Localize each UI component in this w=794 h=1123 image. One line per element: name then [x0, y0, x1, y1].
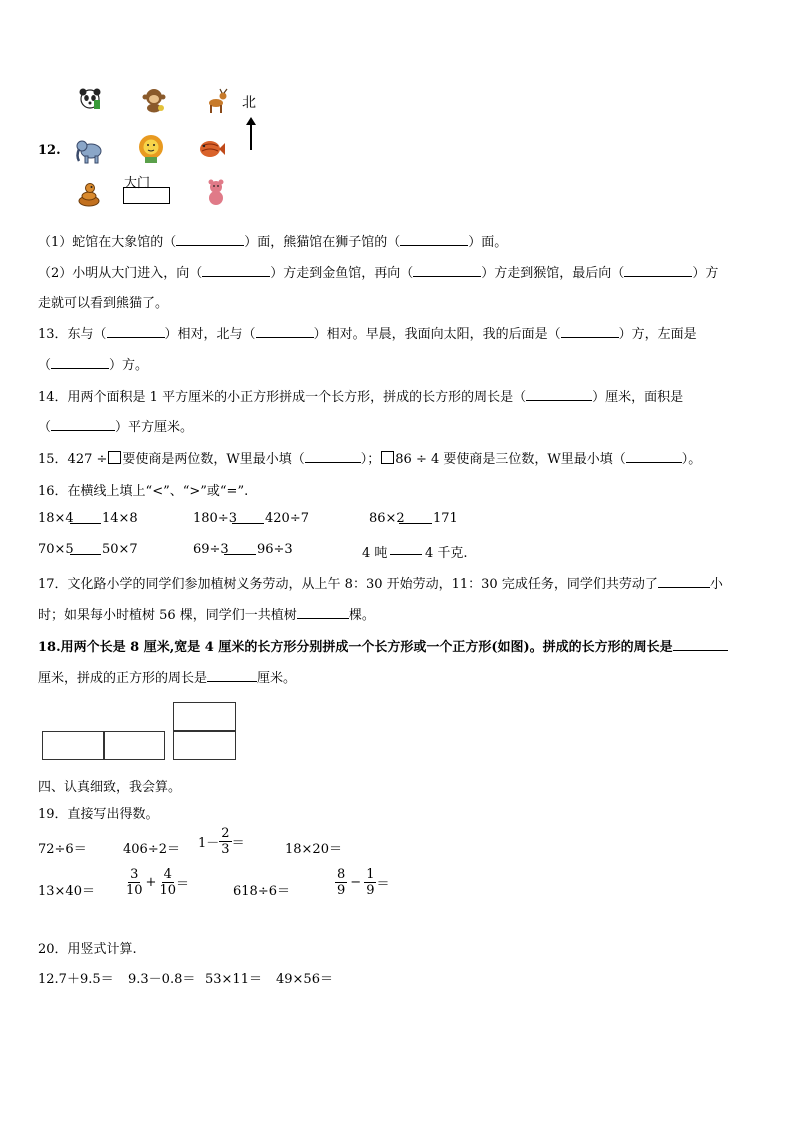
fraction: $\frac{3}{10}$	[126, 867, 143, 898]
bear-icon	[203, 178, 229, 206]
answer-blank[interactable]	[624, 264, 692, 277]
q12-part1: （1）蛇馆在大象馆的（ ）面，熊猫馆在狮子馆的（ ）面。	[38, 235, 508, 250]
compare-blank[interactable]	[70, 540, 101, 555]
answer-blank[interactable]	[51, 356, 109, 369]
lion-icon	[136, 133, 166, 165]
answer-blank[interactable]	[305, 450, 361, 463]
q18: 18.用两个长是 8 厘米,宽是 4 厘米的长方形分别拼成一个长方形或一个正方形(如图)。拼成的长方形的周长是	[38, 636, 728, 655]
expr: 420÷7	[265, 511, 309, 526]
q13-cont: （ ）方。	[38, 358, 149, 373]
section-4-heading: 四、认真细致，我会算。	[38, 780, 182, 795]
calc-item: 72÷6＝	[38, 842, 87, 857]
snake-icon	[75, 180, 103, 208]
q12-number: 12.	[38, 143, 61, 158]
q17: 17．文化路小学的同学们参加植树义务劳动，从上午 8：30 开始劳动，11：30 完成任务，同学们共劳动了 小	[38, 573, 723, 592]
panda-icon	[77, 86, 103, 112]
expr: 14×8	[102, 511, 138, 526]
fraction: $\frac{1}{9}$	[366, 867, 375, 898]
expr: 4 吨	[362, 546, 388, 561]
calc-item: 18×20＝	[285, 842, 342, 857]
fraction: $\frac{4}{10}$	[159, 867, 176, 898]
answer-blank[interactable]	[413, 264, 481, 277]
expr: 4 千克.	[425, 546, 468, 561]
calc-item-fraction: 1－ $\frac{2}{3}$ ＝	[198, 826, 245, 857]
answer-blank[interactable]	[51, 418, 115, 431]
expr: 180÷3	[193, 511, 237, 526]
expr: 96÷3	[257, 542, 293, 557]
expr: 70×5	[38, 542, 74, 557]
calc-item: 13×40＝	[38, 884, 95, 899]
q12-part2: （2）小明从大门进入，向（ ）方走到金鱼馆，再向（ ）方走到猴馆，最后向（ ）方	[38, 266, 719, 281]
calc-item: 406÷2＝	[123, 842, 180, 857]
q17-cont: 时；如果每小时植树 56 棵，同学们一共植树 棵。	[38, 604, 375, 623]
expr: 69÷3	[193, 542, 229, 557]
answer-blank[interactable]	[561, 325, 619, 338]
vertical-calc-item: 49×56＝	[276, 972, 333, 987]
answer-blank[interactable]	[626, 450, 682, 463]
answer-blank[interactable]	[202, 264, 270, 277]
vertical-calc-item: 53×11＝	[205, 972, 262, 987]
answer-blank[interactable]	[526, 388, 592, 401]
square-box	[381, 451, 394, 464]
answer-blank[interactable]	[256, 325, 314, 338]
deer-icon	[204, 88, 230, 114]
answer-blank[interactable]	[176, 233, 244, 246]
calc-item: 618÷6＝	[233, 884, 290, 899]
q14-cont: （ ）平方厘米。	[38, 420, 194, 435]
compare-blank[interactable]	[70, 509, 101, 524]
goldfish-icon	[196, 134, 226, 162]
elephant-icon	[74, 136, 104, 164]
answer-blank[interactable]	[107, 325, 165, 338]
q15: 15．427 ÷ 要使商是两位数，W里最小填（ ）； 86 ÷ 4 要使商是三位数，W里最小填（ ）。	[38, 452, 702, 467]
compare-blank[interactable]	[399, 509, 432, 524]
q18-cont: 厘米，拼成的正方形的周长是 厘米。	[38, 667, 296, 686]
rect-divider	[103, 731, 105, 760]
compare-blank[interactable]	[390, 540, 422, 555]
expr: 86×2	[369, 511, 405, 526]
expr: 171	[433, 511, 458, 526]
square-box	[108, 451, 121, 464]
q13: 13．东与（ ）相对，北与（ ）相对。早晨，我面向太阳，我的后面是（ ）方，左面是	[38, 327, 697, 342]
q20-title: 20．用竖式计算.	[38, 942, 137, 957]
answer-blank[interactable]	[673, 636, 728, 651]
north-label: 北	[242, 95, 256, 111]
fraction: $\frac{8}{9}$	[337, 867, 346, 898]
q12-part2-cont: 走就可以看到熊猫了。	[38, 296, 169, 311]
answer-blank[interactable]	[207, 667, 257, 682]
expr: 50×7	[102, 542, 138, 557]
monkey-icon	[141, 87, 167, 113]
answer-blank[interactable]	[658, 573, 710, 588]
compare-blank[interactable]	[232, 509, 264, 524]
q16-title: 16．在横线上填上“<”、“>”或“=”.	[38, 484, 249, 499]
q14: 14．用两个面积是 1 平方厘米的小正方形拼成一个长方形，拼成的长方形的周长是（ ）厘米，面积是	[38, 390, 684, 405]
expr: 18×4	[38, 511, 74, 526]
calc-item-fraction: $\frac{8}{9}$ − $\frac{1}{9}$ ＝	[337, 867, 390, 898]
square-divider	[173, 730, 236, 732]
compare-blank[interactable]	[224, 540, 256, 555]
gate-label: 大门	[124, 176, 151, 191]
vertical-calc-item: 9.3－0.8＝	[128, 972, 196, 987]
answer-blank[interactable]	[297, 604, 349, 619]
vertical-calc-item: 12.7＋9.5＝	[38, 972, 114, 987]
q19-title: 19．直接写出得数。	[38, 807, 159, 822]
fraction: $\frac{2}{3}$	[221, 826, 230, 857]
calc-item-fraction: $\frac{3}{10}$ + $\frac{4}{10}$ ＝	[126, 867, 190, 898]
north-arrow-icon	[245, 116, 257, 150]
answer-blank[interactable]	[400, 233, 468, 246]
